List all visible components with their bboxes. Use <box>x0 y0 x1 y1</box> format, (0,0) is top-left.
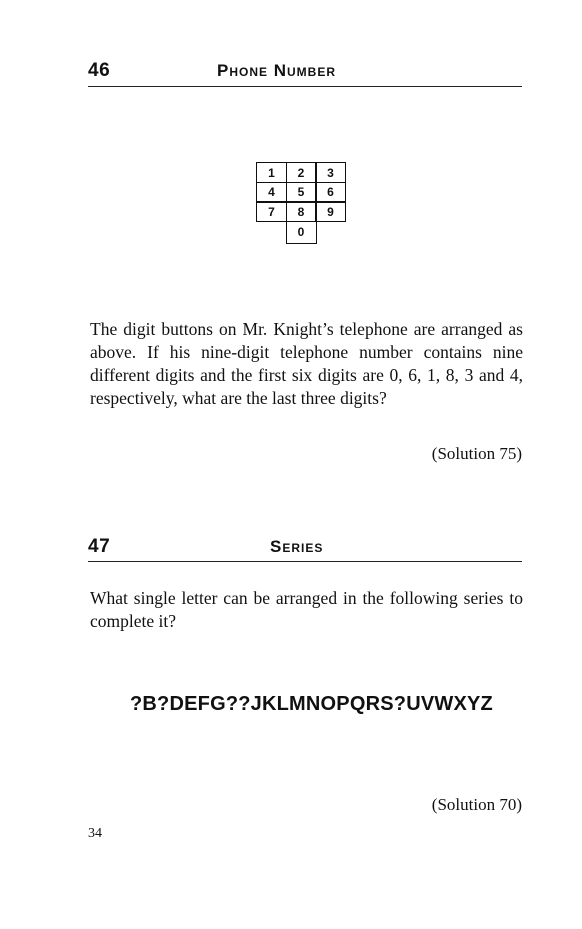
puzzle-46-rule <box>88 86 522 87</box>
puzzle-46-title: Phone Number <box>217 61 337 80</box>
page-number: 34 <box>88 826 102 841</box>
keypad-key-0: 0 <box>286 221 317 244</box>
puzzle-47-number: 47 <box>88 536 111 557</box>
keypad-key-5: 5 <box>286 182 317 203</box>
keypad-key-3: 3 <box>315 162 346 183</box>
puzzle-47-title: Series <box>270 537 324 556</box>
keypad-key-8: 8 <box>286 201 317 222</box>
puzzle-46-solution-ref: (Solution 75) <box>431 444 522 463</box>
puzzle-46-text: The digit buttons on Mr. Knight’s telephone are arranged as above. If his nine-digit telephone number contains nine different digits and the first six digits are 0, 6, 1, 8, 3 and 4, respectively, what are the last three digits? <box>90 319 523 408</box>
puzzle-46-number: 46 <box>88 60 111 81</box>
letter-series: ?B?DEFG??JKLMNOPQRS?UVWXYZ <box>130 693 493 715</box>
puzzle-47-text: What single letter can be arranged in the following series to complete it? <box>90 588 523 631</box>
keypad-key-1: 1 <box>256 162 287 183</box>
puzzle-47-rule <box>88 561 522 562</box>
puzzle-47-solution-ref: (Solution 70) <box>431 795 522 814</box>
keypad-key-2: 2 <box>286 162 317 183</box>
keypad-key-9: 9 <box>315 201 346 222</box>
keypad-key-4: 4 <box>256 182 287 203</box>
telephone-keypad <box>256 162 356 270</box>
keypad-key-6: 6 <box>315 182 346 203</box>
keypad-key-7: 7 <box>256 201 287 222</box>
